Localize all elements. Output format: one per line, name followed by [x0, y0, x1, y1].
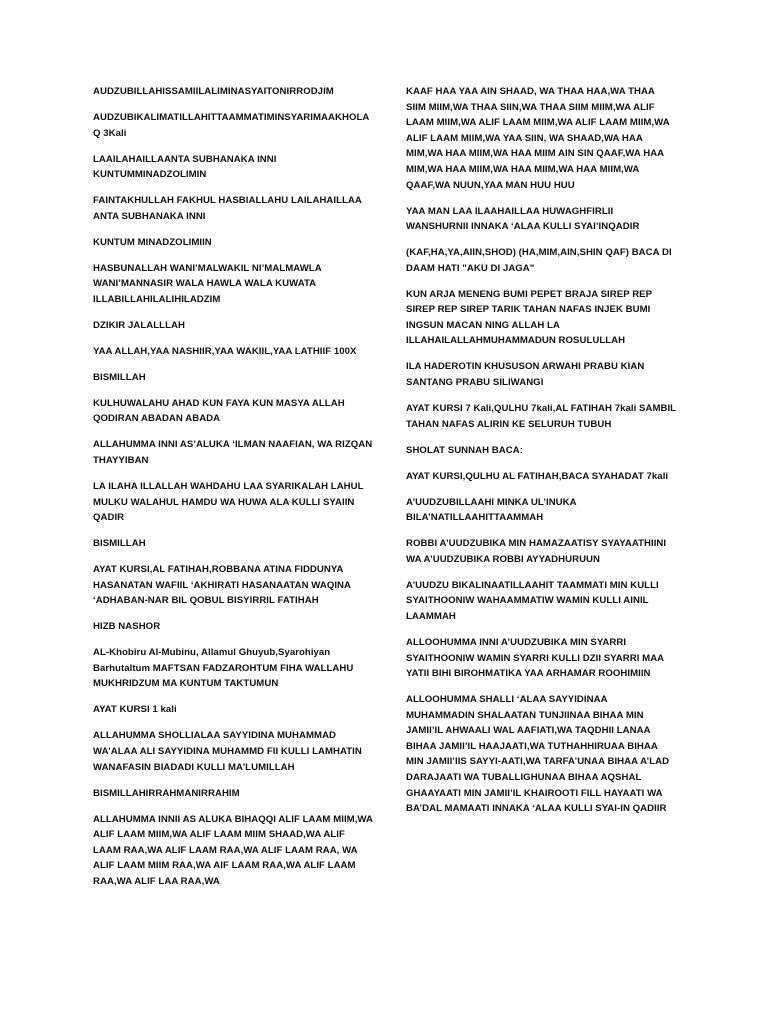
- prayer-paragraph: YAA MAN LAA ILAAHAILLAA HUWAGHFIRLII WANSHURNII INNAKA ‘ALAA KULLI SYAI’INQADIR: [406, 205, 640, 233]
- prayer-paragraph: KUNTUM MINADZOLIMIIN: [93, 236, 212, 248]
- prayer-paragraph: FAINTAKHULLAH FAKHUL HASBIALLAHU LAILAHAILLAA ANTA SUBHANAKA INNI: [93, 195, 362, 222]
- prayer-paragraph: (KAF,HA,YA,AIIN,SHOD) (HA,MIM,AIN,SHIN QAF) BACA DI DAAM HATI "AKU DI JAGA": [406, 247, 672, 274]
- prayer-paragraph: AYAT KURSI,QULHU AL FATIHAH,BACA SYAHADAT 7kali: [406, 470, 669, 482]
- left-column: [93, 84, 375, 900]
- section-heading: HIZB NASHOR: [93, 621, 161, 633]
- prayer-paragraph: ROBBI A’UUDZUBIKA MIN HAMAZAATISY SYAYAATHIINI WA A’UUDZUBIKA ROBBI AYYADHURUUN: [406, 538, 667, 565]
- prayer-paragraph: ALLAHUMMA SHOLLIALAA SAYYIDINA MUHAMMAD WA’ALAA ALI SAYYIDINA MUHAMMD FII KULLI LAMHATIN WANAFASIN BIADADI KULLI MA’LUMILLAH: [93, 730, 362, 773]
- prayer-paragraph: ILA HADEROTIN KHUSUSON ARWAHI PRABU KIAN SANTANG PRABU SILIWANGI: [406, 361, 645, 389]
- prayer-paragraph: HASBUNALLAH WANI’MALWAKIL NI’MALMAWLA WANI’MANNASIR WALA HAWLA WALA KUWATA ILLABILLAHILALIHILADZIM: [93, 262, 322, 305]
- prayer-paragraph: A’UUDZUBILLAAHI MINKA UL’INUKA BILA’NATILLAAHITTAAMMAH: [406, 496, 577, 524]
- prayer-paragraph: ALLOOHUMMA SHALLI ‘ALAA SAYYIDINAA MUHAMMADIN SHALAATAN TUNJIINAA BIHAA MIN JAMII’IL AHWAALI WAL AAFIATI,WA TAQDHII LANAA BIHAA JAMII’IL HAAJAATI,WA TUTHAHHIRUAA BIHAA MIN JAMII’IIS SAYYI-AATI,WA TARFA’UNAA BIHAA A’LAD DARAJAATI WA TUBALLIGHUNAA BIHAA AQSHAL GHAAYAATI MIN JAMII’IL KHAIROOTI FILL HAYAATI WA BA’DAL MAMAATI INNAKA ‘ALAA KULLI SYAI-IN QADIIR: [406, 694, 670, 815]
- prayer-paragraph: KUN ARJA MENENG BUMI PEPET BRAJA SIREP REP SIREP REP SIREP TARIK TAHAN NAFAS INJEK BUMI INGSUN MACAN NING ALLAH LA ILLAHAILALLAHMUHAMMADUN ROSULULLAH: [406, 288, 652, 347]
- prayer-paragraph: ALLOOHUMMA INNI A’UUDZUBIKA MIN SYARRI SYAITHOONIW WAMIN SYARRI KULLI DZII SYARRI MAA YATII BIHI BIROHMATIKA YAA ARHAMAR ROOHIMIIN: [406, 636, 664, 680]
- prayer-paragraph: ALLAHUMMA INNII AS ALUKA BIHAQQI ALIF LAAM MIIM,WA ALIF LAAM MIIM,WA ALIF LAAM MIIM SHAAD,WA ALIF LAAM RAA,WA ALIF LAAM RAA,WA ALIF LAAM RAA, WA ALIF LAAM MIIM RAA,WA AIF LAAM RAA,WA ALIF LAAM RAA,WA ALIF LAA RAA,WA: [93, 813, 373, 887]
- right-column: [406, 84, 676, 827]
- section-heading: BISMILLAHIRRAHMANIRRAHIM: [93, 787, 240, 799]
- prayer-paragraph: YAA ALLAH,YAA NASHIIR,YAA WAKIIL,YAA LATHIIF 100X: [93, 345, 357, 357]
- section-heading: BISMILLAH: [93, 371, 146, 383]
- prayer-paragraph: AYAT KURSI,AL FATIHAH,ROBBANA ATINA FIDDUNYA HASANATAN WAFIIL ‘AKHIRATI HASANAATAN WAQINA ‘ADHABAN-NAR BIL QOBUL BISYIRRIL FATIHAH: [93, 564, 351, 607]
- section-heading: BISMILLAH: [93, 538, 146, 550]
- section-heading: AYAT KURSI 1 kali: [93, 704, 177, 716]
- prayer-paragraph: KULHUWALAHU AHAD KUN FAYA KUN MASYA ALLAH QODIRAN ABADAN ABADA: [93, 397, 345, 425]
- prayer-paragraph: LAAILAHAILLAANTA SUBHANAKA INNI KUNTUMMINADZOLIMIN: [93, 153, 277, 181]
- prayer-paragraph: LA ILAHA ILLALLAH WAHDAHU LAA SYARIKALAH LAHUL MULKU WALAHUL HAMDU WA HUWA ALA KULLI SYAIIN QADIR: [93, 480, 364, 524]
- prayer-paragraph: AUDZUBILLAHISSAMIILALIMINASYAITONIRRODJIM: [93, 86, 334, 97]
- prayer-paragraph: ALLAHUMMA INNI AS’ALUKA ‘ILMAN NAAFIAN, WA RIZQAN THAYYIBAN: [93, 439, 373, 466]
- section-heading: DZIKIR JALALLLAH: [93, 319, 185, 331]
- section-heading: SHOLAT SUNNAH BACA:: [406, 444, 523, 456]
- prayer-paragraph: AYAT KURSI 7 Kali,QULHU 7kali,AL FATIHAH 7kali SAMBIL TAHAN NAFAS ALIRIN KE SELURUH TUBUH: [406, 403, 676, 430]
- prayer-paragraph: KAAF HAA YAA AIN SHAAD, WA THAA HAA,WA THAA SIIM MIIM,WA THAA SIIN,WA THAA SIIM MIIM,WA ALIF LAAM MIIM,WA ALIF LAAM MIIM,WA ALIF LAAM MIIM,WA ALIF LAAM MIIM,WA YAA SIIN, WA SHAAD,WA HAA MIM,WA HAA MIIM,WA HAA MIIM AIN SIN QAAF,WA HAA MIM,WA HAA MIIM,WA HAA MIIM,WA HAA MIIM,WA QAAF,WA NUUN,YAA MAN HUU HUU: [406, 86, 670, 191]
- prayer-paragraph: AL-Khobiru Al-Mubinu, Allamul Ghuyub,Syarohiyan Barhutaltum MAFTSAN FADZAROHTUM FIHA WALLAHU MUKHRIDZUM MA KUNTUM TAKTUMUN: [93, 647, 354, 690]
- prayer-paragraph: AUDZUBIKALIMATILLAHITTAAMMATIMINSYARIMAAKHOLAQ 3Kali: [93, 111, 370, 139]
- prayer-paragraph: A’UUDZU BIKALINAATILLAAHIT TAAMMATI MIN KULLI SYAITHOONIW WAHAAMMATIW WAMIN KULLI AINIL LAAMMAH: [406, 579, 659, 622]
